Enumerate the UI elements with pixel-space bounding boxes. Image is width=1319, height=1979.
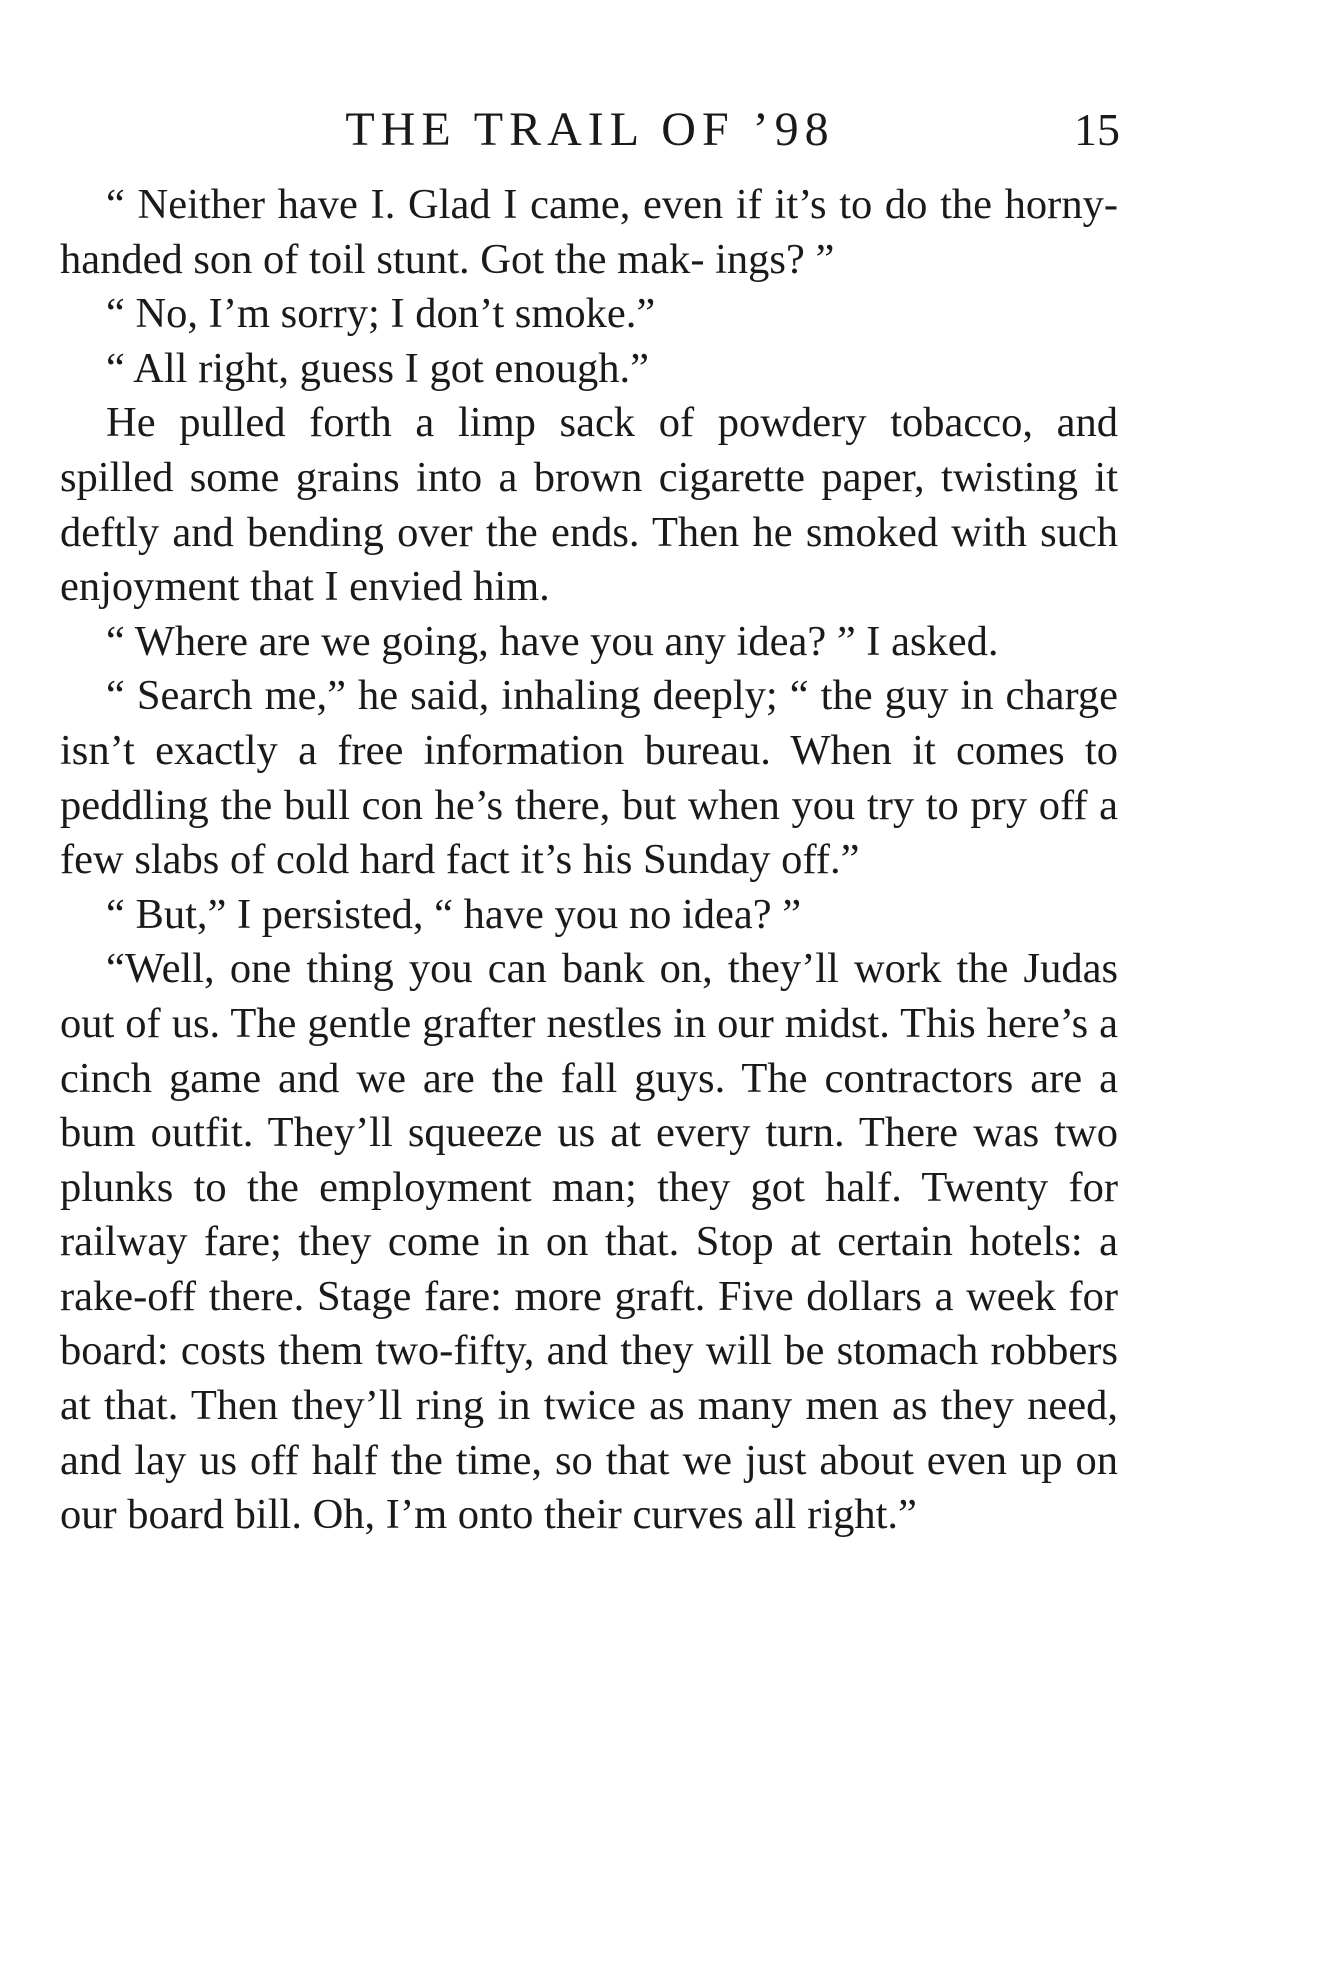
paragraph: “ Neither have I. Glad I came, even if it’s to do the horny-handed son of toil stunt. Got the mak- ings? ” [60,181,1118,283]
paragraph: “ But,” I persisted, “ have you no idea? ” [106,890,802,938]
running-title: THE TRAIL OF ’98 [345,103,835,156]
paragraph: “ All right, guess I got enough.” [106,344,649,392]
paragraph: “ Where are we going, have you any idea? ” I asked. [106,617,999,665]
paragraph: He pulled forth a limp sack of powdery tobacco, and spilled some grains into a brown cigarette paper, twisting it deftly and bending over the ends. Then he smoked with such enjoyment that I envied him. [60,399,1118,611]
page-number: 15 [1074,104,1120,155]
body-text [60,178,1118,1543]
running-head [60,100,1120,160]
paragraph: “ Search me,” he said, inhaling deeply; “ the guy in charge isn’t exactly a free information bureau. When it comes to peddling the bull con he’s there, but when you try to pry off a few slabs of cold hard fact it’s his Sunday off.” [60,672,1118,884]
paragraph: “ No, I’m sorry; I don’t smoke.” [106,290,656,338]
paragraph: “Well, one thing you can bank on, they’ll work the Judas out of us. The gentle grafter nestles in our midst. This here’s a cinch game and we are the fall guys. The contractors are a bum outfit. They’ll squeeze us at every turn. There was two plunks to the employment man; they got half. Twenty for railway fare; they come in on that. Stop at certain hotels: a rake-off there. Stage fare: more graft. Five dollars a week for board: costs them two-fifty, and they will be stomach robbers at that. Then they’ll ring in twice as many men as they need, and lay us off half the time, so that we just about even up on our board bill. Oh, I’m onto their curves all right.” [60,945,1118,1539]
